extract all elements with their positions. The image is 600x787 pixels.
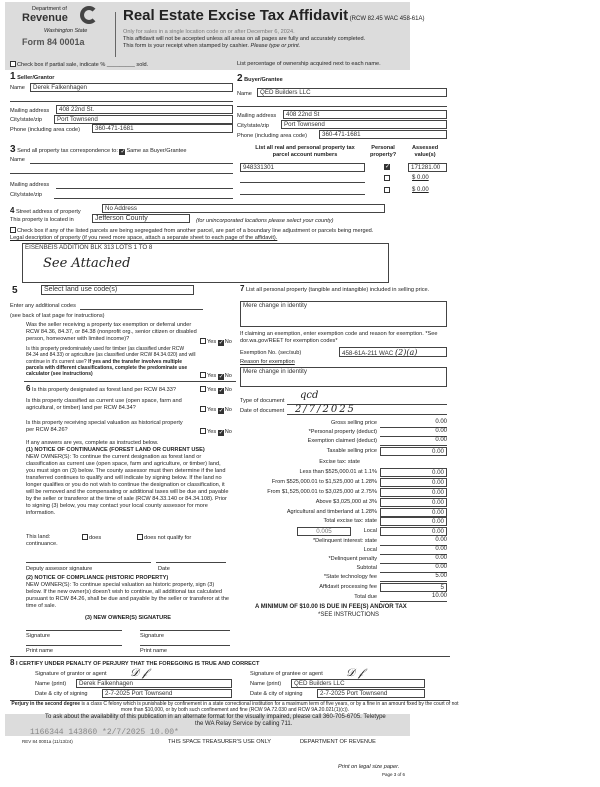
- grantee-name-field[interactable]: QED Builders LLC: [291, 679, 425, 688]
- title-text: Real Estate Excise Tax Affidavit: [123, 7, 349, 24]
- buyer-heading: [237, 73, 283, 86]
- yes-label: Yes: [207, 387, 217, 393]
- parcel-line-2[interactable]: [240, 182, 365, 183]
- buyer-mail-label: Mailing address: [237, 113, 277, 119]
- doc-date-label: Date of document: [240, 408, 285, 414]
- additional-codes-label: Enter any additional codes: [10, 303, 76, 309]
- parcel-h1b: parcel account numbers: [272, 151, 338, 158]
- seller-exemption-question: Was the seller receiving a property tax exemption or deferral under RCW 84.36, 84.37, or 84.38 (nonprofit org., senior citizen or disabled person, homeowner with limited income)?: [26, 322, 197, 342]
- tax-row-value[interactable]: 0.00: [380, 508, 447, 517]
- partial-sale-label: Check box if partial sale, indicate % _________ sold.: [17, 62, 149, 68]
- yes-checkbox[interactable]: [200, 406, 206, 412]
- does-not-option: [137, 534, 191, 542]
- sec3-name-label: Name: [10, 157, 25, 163]
- tax-row-value[interactable]: 5.00: [380, 573, 447, 582]
- tax-row-label: Exemption claimed (deduct): [307, 438, 377, 444]
- yes-label: Yes: [207, 339, 217, 345]
- parcel-header: [245, 145, 365, 159]
- legal-label: Legal description of property (if you need more space, attach a separate sheet to each page of the affidavit).: [10, 235, 278, 241]
- perjury-text: is a class C felony which is punishable by confinement in a state correctional institution for a maximum term of five years, or by a fine in an amount fixed by the court of not more than $10,000, or by both such confinement and fine (RCW 9A.72.030 and RCW 9A.20.021(1)(c)).: [81, 701, 459, 713]
- yes-label: Yes: [207, 407, 217, 413]
- timber-yesno: [200, 372, 232, 380]
- tax-row-label: Total due: [354, 594, 377, 600]
- perjury-note: [10, 701, 460, 713]
- sec3-heading: [10, 144, 186, 157]
- treasurer-stamp: 1166344 143860 *2/7/2025 10.00*: [30, 728, 179, 737]
- revision-label: REV 84 0001a (11/13/24): [22, 739, 73, 744]
- current-use-yesno: [200, 406, 232, 414]
- segregate: [10, 227, 373, 235]
- deputy-sig-line[interactable]: [26, 562, 151, 563]
- land-use-select[interactable]: Select land use code(s): [41, 285, 194, 295]
- assessed-h2: value(s): [414, 151, 436, 158]
- personal-property-checkbox-3[interactable]: [384, 187, 390, 193]
- assessed-header: [412, 145, 438, 159]
- logo-revenue: Revenue: [22, 12, 68, 24]
- street-field[interactable]: No Address: [102, 204, 385, 213]
- no-label: No: [224, 429, 232, 435]
- doc-type-value[interactable]: qcd: [300, 390, 319, 401]
- tax-row-label: *Delinquent interest: state: [312, 538, 377, 544]
- yes-checkbox[interactable]: [200, 338, 206, 344]
- sec7-num: 7: [240, 284, 245, 293]
- timber-question: [26, 346, 196, 377]
- sec2-num: 2: [237, 73, 243, 84]
- personal-property-checkbox-2[interactable]: [384, 175, 390, 181]
- partial-sale: [10, 61, 148, 69]
- does-checkbox[interactable]: [82, 534, 88, 540]
- exemption-handwritten: (2)(a): [394, 348, 418, 357]
- exemption-no-value: 458-61A-211 WAC: [342, 350, 394, 357]
- perjury-bold: Perjury in the second degree: [11, 701, 81, 707]
- seller-name-label: Name: [10, 85, 25, 91]
- buyer-extra-line: [237, 106, 447, 107]
- located-label: This property is located in: [10, 217, 74, 223]
- this-land-label: This land:: [26, 534, 51, 540]
- seller-exemption-yesno: [200, 338, 232, 346]
- tax-row-value[interactable]: 0.00: [380, 527, 447, 536]
- seller-phone-field[interactable]: 360-471-1681: [92, 124, 233, 133]
- yes-checkbox[interactable]: [200, 386, 206, 392]
- handwritten-see-attached: See Attached: [43, 256, 131, 271]
- dor-label: DEPARTMENT OF REVENUE: [300, 739, 376, 745]
- forest-yesno: [200, 386, 232, 394]
- reason-field[interactable]: Mere change in identity: [240, 367, 447, 387]
- deputy-date-label: Date: [158, 566, 170, 572]
- line3-italic: Please type or print.: [250, 43, 301, 49]
- tax-row-label: Total excise tax: state: [323, 518, 377, 524]
- grantor-sig-label: Signature of grantor or agent: [35, 671, 107, 677]
- ownership-note: List percentage of ownership acquired next to each name.: [237, 61, 381, 67]
- dor-logo: [22, 6, 102, 58]
- tax-row-label: *Personal property (deduct): [308, 429, 377, 435]
- tax-row-value[interactable]: 0.00: [380, 478, 447, 487]
- buyer-phone-label: Phone (including area code): [237, 133, 307, 139]
- tax-row-label: *State technology fee: [323, 574, 377, 580]
- accessibility-note-2: the WA Relay Service by calling 711.: [195, 721, 293, 727]
- parcel-h1: List all real and personal property tax: [255, 145, 355, 151]
- grantor-date-label: Date & city of signing: [35, 691, 88, 697]
- form-title: [123, 7, 424, 26]
- sec3-text: Send all property tax correspondence to:: [17, 148, 118, 154]
- deputy-date-line[interactable]: [156, 562, 226, 563]
- tax-row-label: Affidavit processing fee: [319, 584, 377, 590]
- sec6-num: 6: [26, 384, 31, 393]
- grantee-name-label: Name (print): [250, 681, 282, 687]
- seller-extra-line: [10, 101, 233, 102]
- no-checkbox[interactable]: ✓: [218, 340, 224, 346]
- tax-row-label: Agricultural and timberland at 1.28%: [286, 509, 377, 515]
- partial-sale-checkbox[interactable]: [10, 61, 16, 67]
- owner-sig-line-2[interactable]: [140, 630, 230, 631]
- tax-row-label: Gross selling price: [330, 420, 377, 426]
- historic-yesno: [200, 428, 232, 436]
- tax-row-label: Local: [363, 547, 377, 553]
- tax-row-value[interactable]: 5: [380, 583, 447, 592]
- no-label: No: [224, 387, 232, 393]
- notice-continuance-title: (1) NOTICE OF CONTINUANCE (FOREST LAND OR CURRENT USE): [26, 447, 205, 453]
- no-checkbox[interactable]: ✓: [218, 374, 224, 380]
- tax-row-label: From $1,525,000.01 to $3,025,000 at 2.75%: [267, 489, 377, 495]
- seller-name-field[interactable]: Derek Falkenhagen: [30, 83, 233, 92]
- same-as-buyer-checkbox[interactable]: ✓: [120, 149, 126, 155]
- tax-row-value[interactable]: 0.00: [380, 555, 447, 564]
- logo-swirl-icon: [80, 6, 98, 24]
- sec4-street: [10, 206, 81, 216]
- assessed-value-field[interactable]: 171281.00: [408, 163, 447, 172]
- print-name-line-2[interactable]: [140, 645, 230, 646]
- sec8-divider: [10, 656, 450, 657]
- historic-question: Is this property receiving special valuation as historical property per RCW 84.26?: [26, 420, 183, 433]
- logo-state: Washington State: [44, 28, 88, 34]
- tax-row-label: Less than $525,000.01 at 1.1%: [299, 469, 377, 475]
- sec3-city-label: City/state/zip: [10, 192, 43, 198]
- print-name-line-1[interactable]: [26, 645, 122, 646]
- sec3-name-line[interactable]: [30, 163, 233, 164]
- grantee-date-field[interactable]: 2-7-2025 Port Townsend: [317, 689, 425, 698]
- tax-row-label: Excise tax: state: [319, 459, 360, 465]
- personal-h1: Personal: [371, 145, 395, 151]
- tax-row-label: Taxable selling price: [326, 448, 377, 454]
- notice-compliance-text: NEW OWNER(S): To continue special valuation as historic property, sign (3) below. If the new owner(s) doesn't wish to continue, all additional tax calculated pursuant to RCW 84.26, shall be due and payable by the seller or transferor at the time of sale.: [26, 582, 230, 609]
- seller-city-field[interactable]: Port Townsend: [54, 115, 233, 124]
- yes-label: Yes: [207, 373, 217, 379]
- same-as-buyer-label: Same as Buyer/Grantee: [126, 148, 187, 154]
- timber-q-text: Is this property predominately used for timber (as classified under RCW 84.34 and 84.33) or agriculture (as classified under RCW 84.34.020) and will continue in it's current use?: [26, 346, 196, 365]
- new-owner-signature-title: (3) NEW OWNER(S) SIGNATURE: [85, 615, 171, 621]
- sec3-extra-line[interactable]: [10, 173, 233, 174]
- signature-label-1: Signature: [26, 633, 50, 639]
- seller-heading: [10, 71, 54, 84]
- does-option: [82, 534, 101, 542]
- assessed-h1: Assessed: [412, 145, 439, 151]
- tax-row-value[interactable]: 10.00: [380, 593, 447, 602]
- grantee-sig-label: Signature of grantee or agent: [250, 671, 323, 677]
- header-line1: Only for sales in a single location code on or after December 6, 2024.: [123, 29, 295, 35]
- tax-row-value[interactable]: 0.00: [380, 517, 447, 526]
- buyer-city-label: City/state/zip: [237, 123, 270, 129]
- sec7-heading: [240, 284, 447, 294]
- page-number: Page 3 of 6: [382, 772, 406, 777]
- grantor-signature[interactable]: 𝒟 𝒻: [130, 666, 148, 679]
- form-number: Form 84 0001a: [22, 37, 85, 47]
- buyer-mail-field[interactable]: 408 22nd St: [283, 110, 447, 119]
- legal-description-field[interactable]: [22, 243, 389, 283]
- doc-date-value[interactable]: 2/7/2025: [295, 404, 356, 415]
- does-not-checkbox[interactable]: [137, 534, 143, 540]
- see-instructions: *SEE INSTRUCTIONS: [318, 612, 380, 618]
- reason-label: Reason for exemption: [240, 359, 295, 365]
- sec7-text: List all personal property (tangible and intangible) included in selling price.: [246, 287, 430, 293]
- grantor-date-field[interactable]: 2-7-2025 Port Townsend: [102, 689, 232, 698]
- notice-continuance-text: NEW OWNER(S): To continue the current designation as forest land or classification as current use (open space, farm and agriculture, or timber) land, you must sign on (3) below. The county assessor must then determine if the land transferred continues to qualify and will indicate by signing below. If the land no longer qualifies or you do not wish to continue the designation or classification, it will be removed and the compensating or additional taxes will be due and payable by the seller or transferor at the time of sale (RCW 84.33.140 or 84.34.108). Prior to signing (3) below, you may contact your local county assessor for more information.: [26, 454, 229, 516]
- accessibility-note: To ask about the availability of this publication in an alternate format for the visually impaired, please call 360-705-6705. Teletype: [45, 714, 386, 720]
- no-checkbox[interactable]: ✓: [218, 430, 224, 436]
- sec8-num: 8: [10, 658, 15, 667]
- personal-property-checkbox[interactable]: ✓: [385, 164, 391, 170]
- tax-row-value[interactable]: 0.00: [380, 419, 447, 428]
- line3-text: This form is your receipt when stamped by cashier.: [123, 43, 249, 49]
- no-checkbox[interactable]: ✓: [218, 408, 224, 414]
- if-yes-note: If any answers are yes, complete as instructed below.: [26, 440, 159, 446]
- county-note: (for unincorporated locations please select your county): [196, 218, 334, 224]
- sec3-city-line[interactable]: [54, 198, 233, 199]
- tax-row-label: Local: [363, 528, 377, 534]
- does-label: does: [89, 535, 102, 541]
- tax-row-value[interactable]: 0.00: [380, 468, 447, 477]
- tax-row-label: From $525,000.01 to $1,525,000 at 1.28%: [271, 479, 377, 485]
- exemption-no-field[interactable]: [339, 347, 447, 357]
- print-name-label-1: Print name: [26, 648, 54, 654]
- street-label: Street address of property: [16, 209, 81, 215]
- tax-row-value[interactable]: 0.00: [380, 437, 447, 446]
- certify-text: I CERTIFY UNDER PENALTY OF PERJURY THAT THE FOREGOING IS TRUE AND CORRECT: [16, 661, 260, 667]
- personal-property-field[interactable]: Mere change in identity: [240, 301, 447, 327]
- buyer-phone-field[interactable]: 360-471-1681: [319, 130, 447, 139]
- segregate-label: Check box if any of the listed parcels are being segregated from another parcel, are part of a boundary line adjustment or parcels being merged.: [17, 228, 374, 234]
- tax-row-value[interactable]: 0.00: [380, 546, 447, 555]
- see-back: (see back of last page for instructions): [10, 313, 105, 319]
- minimum-due-note: A MINIMUM OF $10.00 IS DUE IN FEE(S) AND/OR TAX: [255, 604, 407, 610]
- forest-question: [26, 384, 176, 394]
- yes-label: Yes: [207, 429, 217, 435]
- forest-q-text: Is this property designated as forest land per RCW 84.33?: [32, 387, 176, 393]
- sec4-num: 4: [10, 206, 15, 215]
- tax-row-value[interactable]: 0.00: [380, 564, 447, 573]
- header-divider: [115, 12, 116, 57]
- segregate-checkbox[interactable]: [10, 227, 16, 233]
- sec2-title: Buyer/Grantee: [244, 77, 283, 83]
- parcel-line-3[interactable]: [240, 194, 365, 195]
- sec3-mail-label: Mailing address: [10, 182, 50, 188]
- grantor-name-field[interactable]: Derek Falkenhagen: [76, 679, 232, 688]
- logo-dept: Department of: [32, 6, 67, 12]
- sec5-num: 5: [12, 285, 18, 296]
- seller-phone-label: Phone (including area code): [10, 127, 80, 133]
- continuance-label: continuance.: [26, 541, 58, 547]
- tax-row-value[interactable]: 0.00: [380, 537, 447, 546]
- seller-mail-field[interactable]: 408 22nd St.: [56, 105, 233, 114]
- sec1-num: 1: [10, 71, 16, 82]
- sec6-divider: [24, 381, 236, 382]
- doc-type-label: Type of document: [240, 398, 285, 404]
- exemption-instructions: If claiming an exemption, enter exemption code and reason for exemption. *See dor.wa.gov/REET for exemption codes*: [240, 331, 438, 344]
- no-label: No: [224, 339, 232, 345]
- tax-row-label: Subtotal: [356, 565, 377, 571]
- personal-h2: property?: [370, 151, 397, 158]
- tax-row-label: Above $3,025,000 at 3%: [315, 499, 377, 505]
- buyer-name-field[interactable]: QED Builders LLC: [257, 88, 447, 97]
- sec3-num: 3: [10, 144, 16, 155]
- seller-mail-label: Mailing address: [10, 108, 50, 114]
- legal-text: EISENBEIS ADDITION BLK 313 LOTS 1 TO 8: [25, 244, 153, 251]
- no-label: No: [224, 373, 232, 379]
- tax-row-value[interactable]: 0.00: [380, 488, 447, 497]
- grantee-date-label: Date & city of signing: [250, 691, 303, 697]
- exemption-no-label: Exemption No. (sec/sub): [240, 350, 302, 356]
- timber-q-bold: If yes and the transfer involves multiple parcels with different classifications, complete the predominate use calculator (see instructions): [26, 358, 188, 377]
- seller-city-label: City/state/zip: [10, 117, 43, 123]
- current-use-question: Is this property classified as current use (open space, farm and agricultural, or timber) land per RCW 84.34?: [26, 398, 182, 411]
- tax-row-label: *Delinquent penalty: [328, 556, 377, 562]
- grantor-name-label: Name (print): [35, 681, 67, 687]
- title-citation: (RCW 82.45 WAC 458-61A): [349, 16, 425, 22]
- sec3-mail-line[interactable]: [56, 188, 233, 189]
- tax-row-value[interactable]: 0.00: [380, 498, 447, 507]
- no-label: No: [224, 407, 232, 413]
- legal-paper-note: Print on legal size paper.: [338, 764, 400, 770]
- county-select[interactable]: Jefferson County: [92, 214, 190, 223]
- treasurer-label: THIS SPACE TREASURER'S USE ONLY: [168, 739, 272, 745]
- deputy-label: Deputy assessor signature: [26, 566, 93, 572]
- additional-codes-line[interactable]: [80, 309, 203, 310]
- sec1-title: Seller/Grantor: [17, 75, 55, 81]
- parcel-number-field[interactable]: 948331301: [240, 163, 365, 172]
- does-not-label: does not qualify for: [144, 535, 192, 541]
- print-name-label-2: Print name: [140, 648, 168, 654]
- assessed-value-2[interactable]: $ 0.00: [412, 175, 429, 181]
- no-checkbox[interactable]: ✓: [218, 388, 224, 394]
- personal-header: [370, 145, 396, 159]
- grantee-signature[interactable]: 𝒟 𝒻: [346, 666, 364, 679]
- yes-checkbox[interactable]: [200, 372, 206, 378]
- tax-row-value[interactable]: 0.00: [380, 428, 447, 437]
- header-line2: This affidavit will not be accepted unless all areas on all pages are fully and accurately completed.: [123, 36, 366, 42]
- local-rate-field[interactable]: 0.005: [297, 527, 351, 536]
- notice-compliance-title: (2) NOTICE OF COMPLIANCE (HISTORIC PROPERTY): [26, 575, 169, 581]
- signature-label-2: Signature: [140, 633, 164, 639]
- assessed-value-3[interactable]: $ 0.00: [412, 187, 429, 193]
- header-line3: [123, 43, 300, 50]
- buyer-name-label: Name: [237, 91, 252, 97]
- yes-checkbox[interactable]: [200, 428, 206, 434]
- tax-row-value[interactable]: 0.00: [380, 447, 447, 456]
- owner-sig-line-1[interactable]: [26, 630, 122, 631]
- buyer-city-field[interactable]: Port Townsend: [281, 120, 447, 129]
